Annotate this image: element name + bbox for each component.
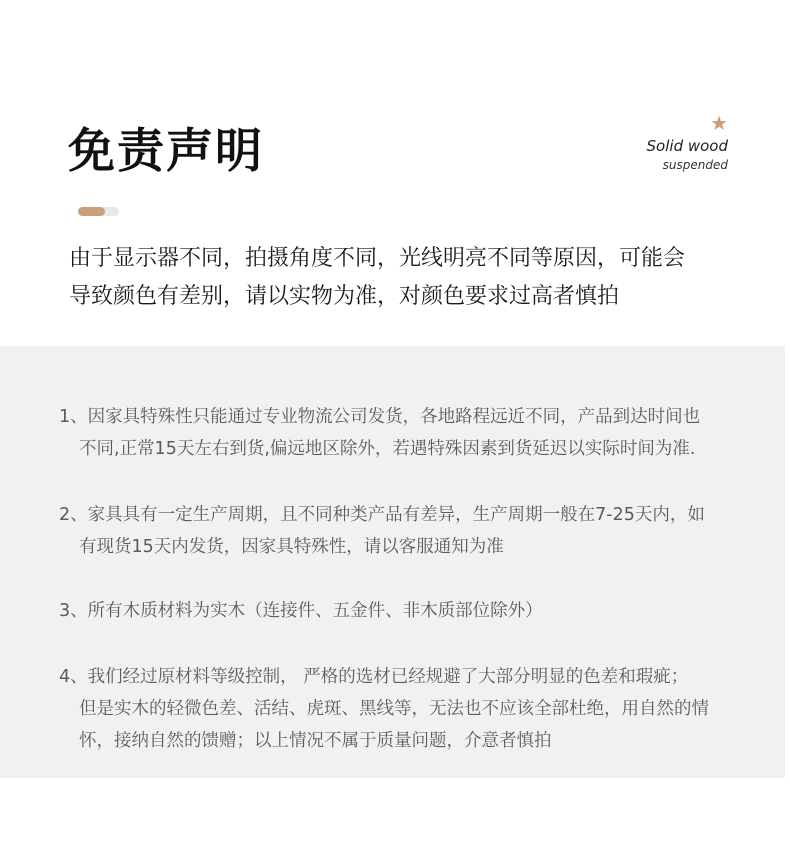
progress-indicator xyxy=(78,207,119,216)
notice-item-1 xyxy=(59,401,700,465)
notice-line: 怀，接纳自然的馈赠；以上情况不属于质量问题，介意者慎拍 xyxy=(79,731,552,751)
intro-line: 由于显示器不同，拍摄角度不同，光线明亮不同等原因，可能会 xyxy=(69,246,686,271)
notice-panel xyxy=(0,346,785,778)
progress-indicator-fill xyxy=(78,207,105,216)
notice-item-2 xyxy=(59,499,705,563)
header-section xyxy=(0,0,790,346)
brand-sub-text: suspended xyxy=(662,158,728,172)
intro-line: 导致颜色有差别，请以实物为准，对颜色要求过高者慎拍 xyxy=(69,284,620,309)
page-title: 免责声明 xyxy=(68,124,264,179)
notice-line: 4、我们经过原材料等级控制， 严格的选材已经规避了大部分明显的色差和瑕疵； xyxy=(59,667,689,687)
notice-line: 3、所有木质材料为实木（连接件、五金件、非木质部位除外） xyxy=(59,601,543,621)
notice-line: 有现货15天内发货，因家具特殊性，请以客服通知为准 xyxy=(79,537,504,557)
notice-line: 不同,正常15天左右到货,偏远地区除外，若遇特殊因素到货延迟以实际时间为准. xyxy=(79,439,696,459)
notice-line: 2、家具具有一定生产周期，且不同种类产品有差异，生产周期一般在7-25天内，如 xyxy=(59,505,705,525)
star-icon: ★ xyxy=(710,111,728,135)
notice-item-4 xyxy=(59,661,709,757)
intro-text xyxy=(69,240,749,316)
brand-main-text: Solid wood xyxy=(646,137,728,155)
notice-line: 1、因家具特殊性只能通过专业物流公司发货，各地路程远近不同，产品到达时间也 xyxy=(59,407,701,427)
notice-item-3 xyxy=(59,595,543,627)
notice-line: 但是实木的轻微色差、活结、虎斑、黑线等，无法也不应该全部杜绝，用自然的情 xyxy=(79,699,709,719)
